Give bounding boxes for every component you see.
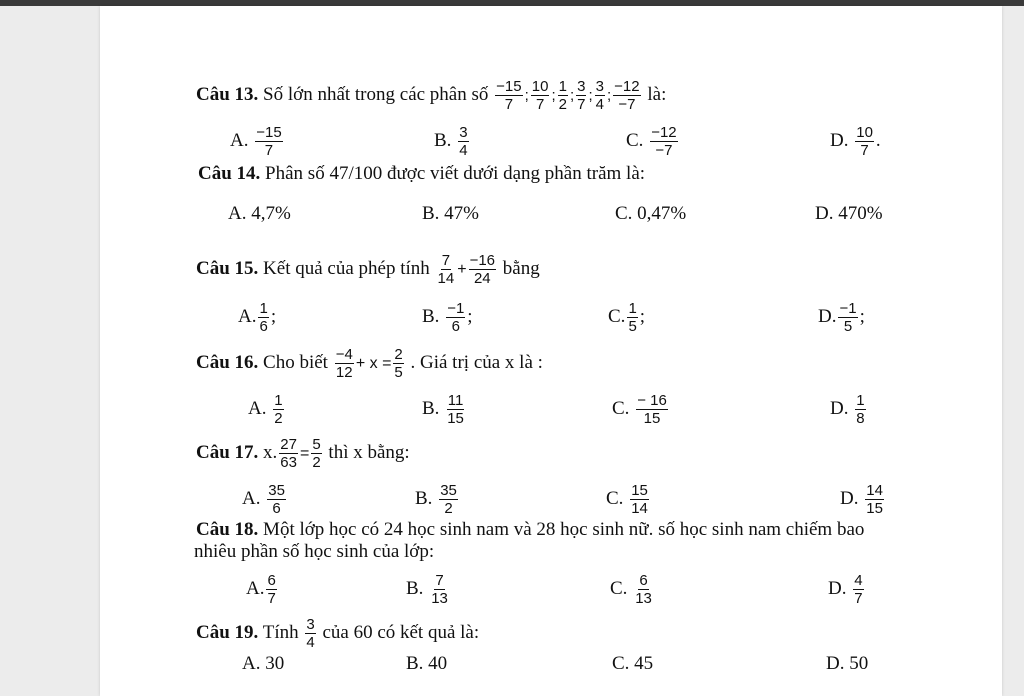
q16-option-b[interactable]: B. $\frac{11}{15}$ — [422, 392, 464, 427]
q17-option-c[interactable]: C. $\frac{15}{14}$ — [606, 482, 648, 517]
q13-option-b[interactable]: B. $\frac{3}{4}$ — [434, 124, 468, 159]
q18-option-b[interactable]: B. $\frac{7}{13}$ — [406, 572, 448, 607]
question-number: Câu 16. — [196, 351, 259, 373]
q19-option-b[interactable]: B. 40 — [406, 653, 448, 674]
q18-option-d[interactable]: D. $\frac{4}{7}$ — [828, 572, 863, 607]
q19-option-a[interactable]: A. 30 — [242, 653, 285, 674]
question-number: Câu 15. — [196, 257, 259, 279]
q14-option-c[interactable]: C. 0,47% — [615, 203, 687, 224]
question-text: Phân số 47/100 được viết dưới dạng phần trăm là: — [265, 163, 646, 184]
fraction: $\frac{3}{4}$ — [595, 78, 604, 113]
question-16: Câu 16. Cho biết $\frac{-4}{12}$ + x = $\frac{2}{5}$ . Giá trị của x là : — [196, 346, 543, 381]
fraction: $\frac{1}{2}$ — [558, 78, 567, 113]
question-19: Câu 19. Tính $\frac{3}{4}$ của 60 có kết quả là: — [196, 616, 480, 651]
q15-option-b[interactable]: B. $\frac{-1}{6}$ ; — [422, 300, 473, 335]
q14-option-a[interactable]: A. 4,7% — [228, 203, 291, 224]
q16-option-c[interactable]: C. $\frac{- 16}{15}$ — [612, 392, 667, 427]
q15-option-a[interactable]: A. $\frac{1}{6}$ ; — [238, 300, 277, 335]
q18-option-a[interactable]: A. $\frac{6}{7}$ — [246, 572, 276, 607]
question-number: Câu 17. — [196, 441, 259, 463]
question-text: Cho biết — [263, 351, 328, 373]
question-text: Tính — [262, 621, 299, 643]
fraction: $\frac{10}{7}$ — [531, 78, 549, 113]
question-17: Câu 17. x. $\frac{27}{63}$ = $\frac{5}{2}$ thì x bằng: — [196, 436, 410, 471]
question-14 — [198, 162, 645, 186]
q15-option-d[interactable]: D. $\frac{-1}{5}$ ; — [818, 300, 865, 335]
question-18 — [196, 518, 864, 542]
q19-option-c[interactable]: C. 45 — [612, 653, 654, 674]
q15-option-c[interactable]: C. $\frac{1}{5}$ ; — [608, 300, 646, 335]
q17-option-b[interactable]: B. $\frac{35}{2}$ — [415, 482, 457, 517]
fraction: $\frac{3}{7}$ — [577, 78, 586, 113]
question-text: Số lớn nhất trong các phân số — [263, 83, 489, 105]
fraction: $\frac{-12}{-7}$ — [614, 78, 640, 113]
q13-option-c[interactable]: C. $\frac{-12}{-7}$ — [626, 124, 677, 159]
q17-option-a[interactable]: A. $\frac{35}{6}$ — [242, 482, 285, 517]
fraction: $\frac{-15}{7}$ — [496, 78, 522, 113]
q19-option-d[interactable]: D. 50 — [826, 653, 869, 674]
q13-option-d[interactable]: D. $\frac{10}{7}$ . — [830, 124, 881, 159]
question-number: Câu 14. — [198, 163, 261, 184]
q17-option-d[interactable]: D. $\frac{14}{15}$ — [840, 482, 883, 517]
q14-option-d[interactable]: D. 470% — [815, 203, 883, 224]
q13-option-a[interactable]: A. $\frac{-15}{7}$ — [230, 124, 282, 159]
question-number: Câu 19. — [196, 621, 259, 643]
q16-option-a[interactable]: A. $\frac{1}{2}$ — [248, 392, 283, 427]
question-13: Câu 13. Số lớn nhất trong các phân số $\frac{-15}{7}$ ; $\frac{10}{7}$ ; $\frac{1}{2}$ ; $\frac{3}{7}$ ; $\frac{3}{4}$ ; $\frac{-12}{-7}$ là: — [196, 78, 667, 113]
question-text: Kết quả của phép tính — [263, 257, 430, 279]
q18-option-c[interactable]: C. $\frac{6}{13}$ — [610, 572, 652, 607]
question-number: Câu 18. — [196, 519, 259, 540]
q16-option-d[interactable]: D. $\frac{1}{8}$ — [830, 392, 865, 427]
q14-option-b[interactable]: B. 47% — [422, 203, 479, 224]
question-18-continued: nhiêu phần số học sinh của lớp: — [194, 541, 435, 562]
question-text: Một lớp học có 24 học sinh nam và 28 học sinh nữ. số học sinh nam chiếm bao — [263, 519, 865, 540]
question-number: Câu 13. — [196, 83, 259, 105]
document-page — [100, 6, 1002, 696]
question-15: Câu 15. Kết quả của phép tính $\frac{7}{14}$ + $\frac{-16}{24}$ bằng — [196, 252, 540, 287]
